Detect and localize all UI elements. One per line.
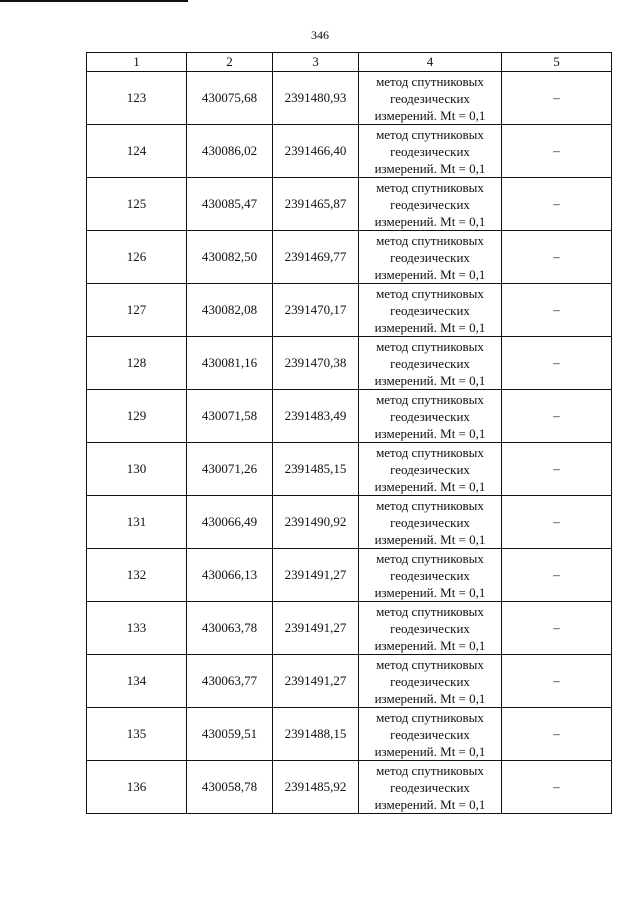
point-number-cell: 135: [87, 708, 187, 761]
table-row: [87, 231, 612, 284]
y-coordinate-cell: 2391490,92: [273, 496, 359, 549]
y-coordinate-cell: 2391480,93: [273, 72, 359, 125]
point-number-cell: 125: [87, 178, 187, 231]
x-coordinate-cell: 430063,78: [187, 602, 273, 655]
note-cell: –: [502, 284, 612, 337]
method-cell: метод спутниковых геодезических измерений. Mt = 0,1: [359, 443, 502, 496]
table-row: [87, 602, 612, 655]
table-row: [87, 708, 612, 761]
method-cell: метод спутниковых геодезических измерений. Mt = 0,1: [359, 337, 502, 390]
page-number: 346: [311, 28, 329, 42]
x-coordinate-cell: 430063,77: [187, 655, 273, 708]
x-coordinate-cell: 430085,47: [187, 178, 273, 231]
y-coordinate-cell: 2391470,38: [273, 337, 359, 390]
method-cell: метод спутниковых геодезических измерений. Mt = 0,1: [359, 125, 502, 178]
point-number-cell: 129: [87, 390, 187, 443]
method-cell: метод спутниковых геодезических измерений. Mt = 0,1: [359, 390, 502, 443]
table-row: [87, 496, 612, 549]
y-coordinate-cell: 2391491,27: [273, 655, 359, 708]
note-cell: –: [502, 496, 612, 549]
x-coordinate-cell: 430082,08: [187, 284, 273, 337]
column-header-2: 2: [187, 53, 273, 72]
y-coordinate-cell: 2391483,49: [273, 390, 359, 443]
table-body: [87, 72, 612, 814]
y-coordinate-cell: 2391465,87: [273, 178, 359, 231]
x-coordinate-cell: 430058,78: [187, 761, 273, 814]
table-row: [87, 761, 612, 814]
y-coordinate-cell: 2391491,27: [273, 549, 359, 602]
note-cell: –: [502, 655, 612, 708]
x-coordinate-cell: 430075,68: [187, 72, 273, 125]
method-cell: метод спутниковых геодезических измерений. Mt = 0,1: [359, 178, 502, 231]
table-row: [87, 178, 612, 231]
method-cell: метод спутниковых геодезических измерений. Mt = 0,1: [359, 496, 502, 549]
x-coordinate-cell: 430082,50: [187, 231, 273, 284]
y-coordinate-cell: 2391469,77: [273, 231, 359, 284]
point-number-cell: 124: [87, 125, 187, 178]
coordinates-table: [86, 52, 612, 814]
column-header-3: 3: [273, 53, 359, 72]
x-coordinate-cell: 430071,58: [187, 390, 273, 443]
method-cell: метод спутниковых геодезических измерений. Mt = 0,1: [359, 708, 502, 761]
point-number-cell: 128: [87, 337, 187, 390]
note-cell: –: [502, 443, 612, 496]
point-number-cell: 136: [87, 761, 187, 814]
table-row: [87, 284, 612, 337]
table-header-row: [87, 53, 612, 72]
note-cell: –: [502, 549, 612, 602]
column-header-1: 1: [87, 53, 187, 72]
point-number-cell: 127: [87, 284, 187, 337]
table-row: [87, 549, 612, 602]
x-coordinate-cell: 430081,16: [187, 337, 273, 390]
point-number-cell: 133: [87, 602, 187, 655]
column-header-5: 5: [502, 53, 612, 72]
point-number-cell: 131: [87, 496, 187, 549]
x-coordinate-cell: 430066,13: [187, 549, 273, 602]
table-row: [87, 125, 612, 178]
method-cell: метод спутниковых геодезических измерений. Mt = 0,1: [359, 655, 502, 708]
method-cell: метод спутниковых геодезических измерений. Mt = 0,1: [359, 549, 502, 602]
top-rule: [0, 0, 188, 2]
y-coordinate-cell: 2391485,15: [273, 443, 359, 496]
note-cell: –: [502, 337, 612, 390]
table-row: [87, 443, 612, 496]
y-coordinate-cell: 2391491,27: [273, 602, 359, 655]
note-cell: –: [502, 708, 612, 761]
table-row: [87, 337, 612, 390]
x-coordinate-cell: 430071,26: [187, 443, 273, 496]
note-cell: –: [502, 72, 612, 125]
y-coordinate-cell: 2391485,92: [273, 761, 359, 814]
note-cell: –: [502, 231, 612, 284]
table-row: [87, 655, 612, 708]
y-coordinate-cell: 2391466,40: [273, 125, 359, 178]
x-coordinate-cell: 430059,51: [187, 708, 273, 761]
column-header-4: 4: [359, 53, 502, 72]
note-cell: –: [502, 602, 612, 655]
point-number-cell: 126: [87, 231, 187, 284]
x-coordinate-cell: 430066,49: [187, 496, 273, 549]
note-cell: –: [502, 390, 612, 443]
point-number-cell: 130: [87, 443, 187, 496]
x-coordinate-cell: 430086,02: [187, 125, 273, 178]
method-cell: метод спутниковых геодезических измерений. Mt = 0,1: [359, 231, 502, 284]
method-cell: метод спутниковых геодезических измерений. Mt = 0,1: [359, 72, 502, 125]
table-row: [87, 72, 612, 125]
note-cell: –: [502, 125, 612, 178]
method-cell: метод спутниковых геодезических измерений. Mt = 0,1: [359, 284, 502, 337]
note-cell: –: [502, 178, 612, 231]
point-number-cell: 123: [87, 72, 187, 125]
method-cell: метод спутниковых геодезических измерений. Mt = 0,1: [359, 602, 502, 655]
point-number-cell: 134: [87, 655, 187, 708]
method-cell: метод спутниковых геодезических измерений. Mt = 0,1: [359, 761, 502, 814]
point-number-cell: 132: [87, 549, 187, 602]
note-cell: –: [502, 761, 612, 814]
y-coordinate-cell: 2391488,15: [273, 708, 359, 761]
table-row: [87, 390, 612, 443]
y-coordinate-cell: 2391470,17: [273, 284, 359, 337]
